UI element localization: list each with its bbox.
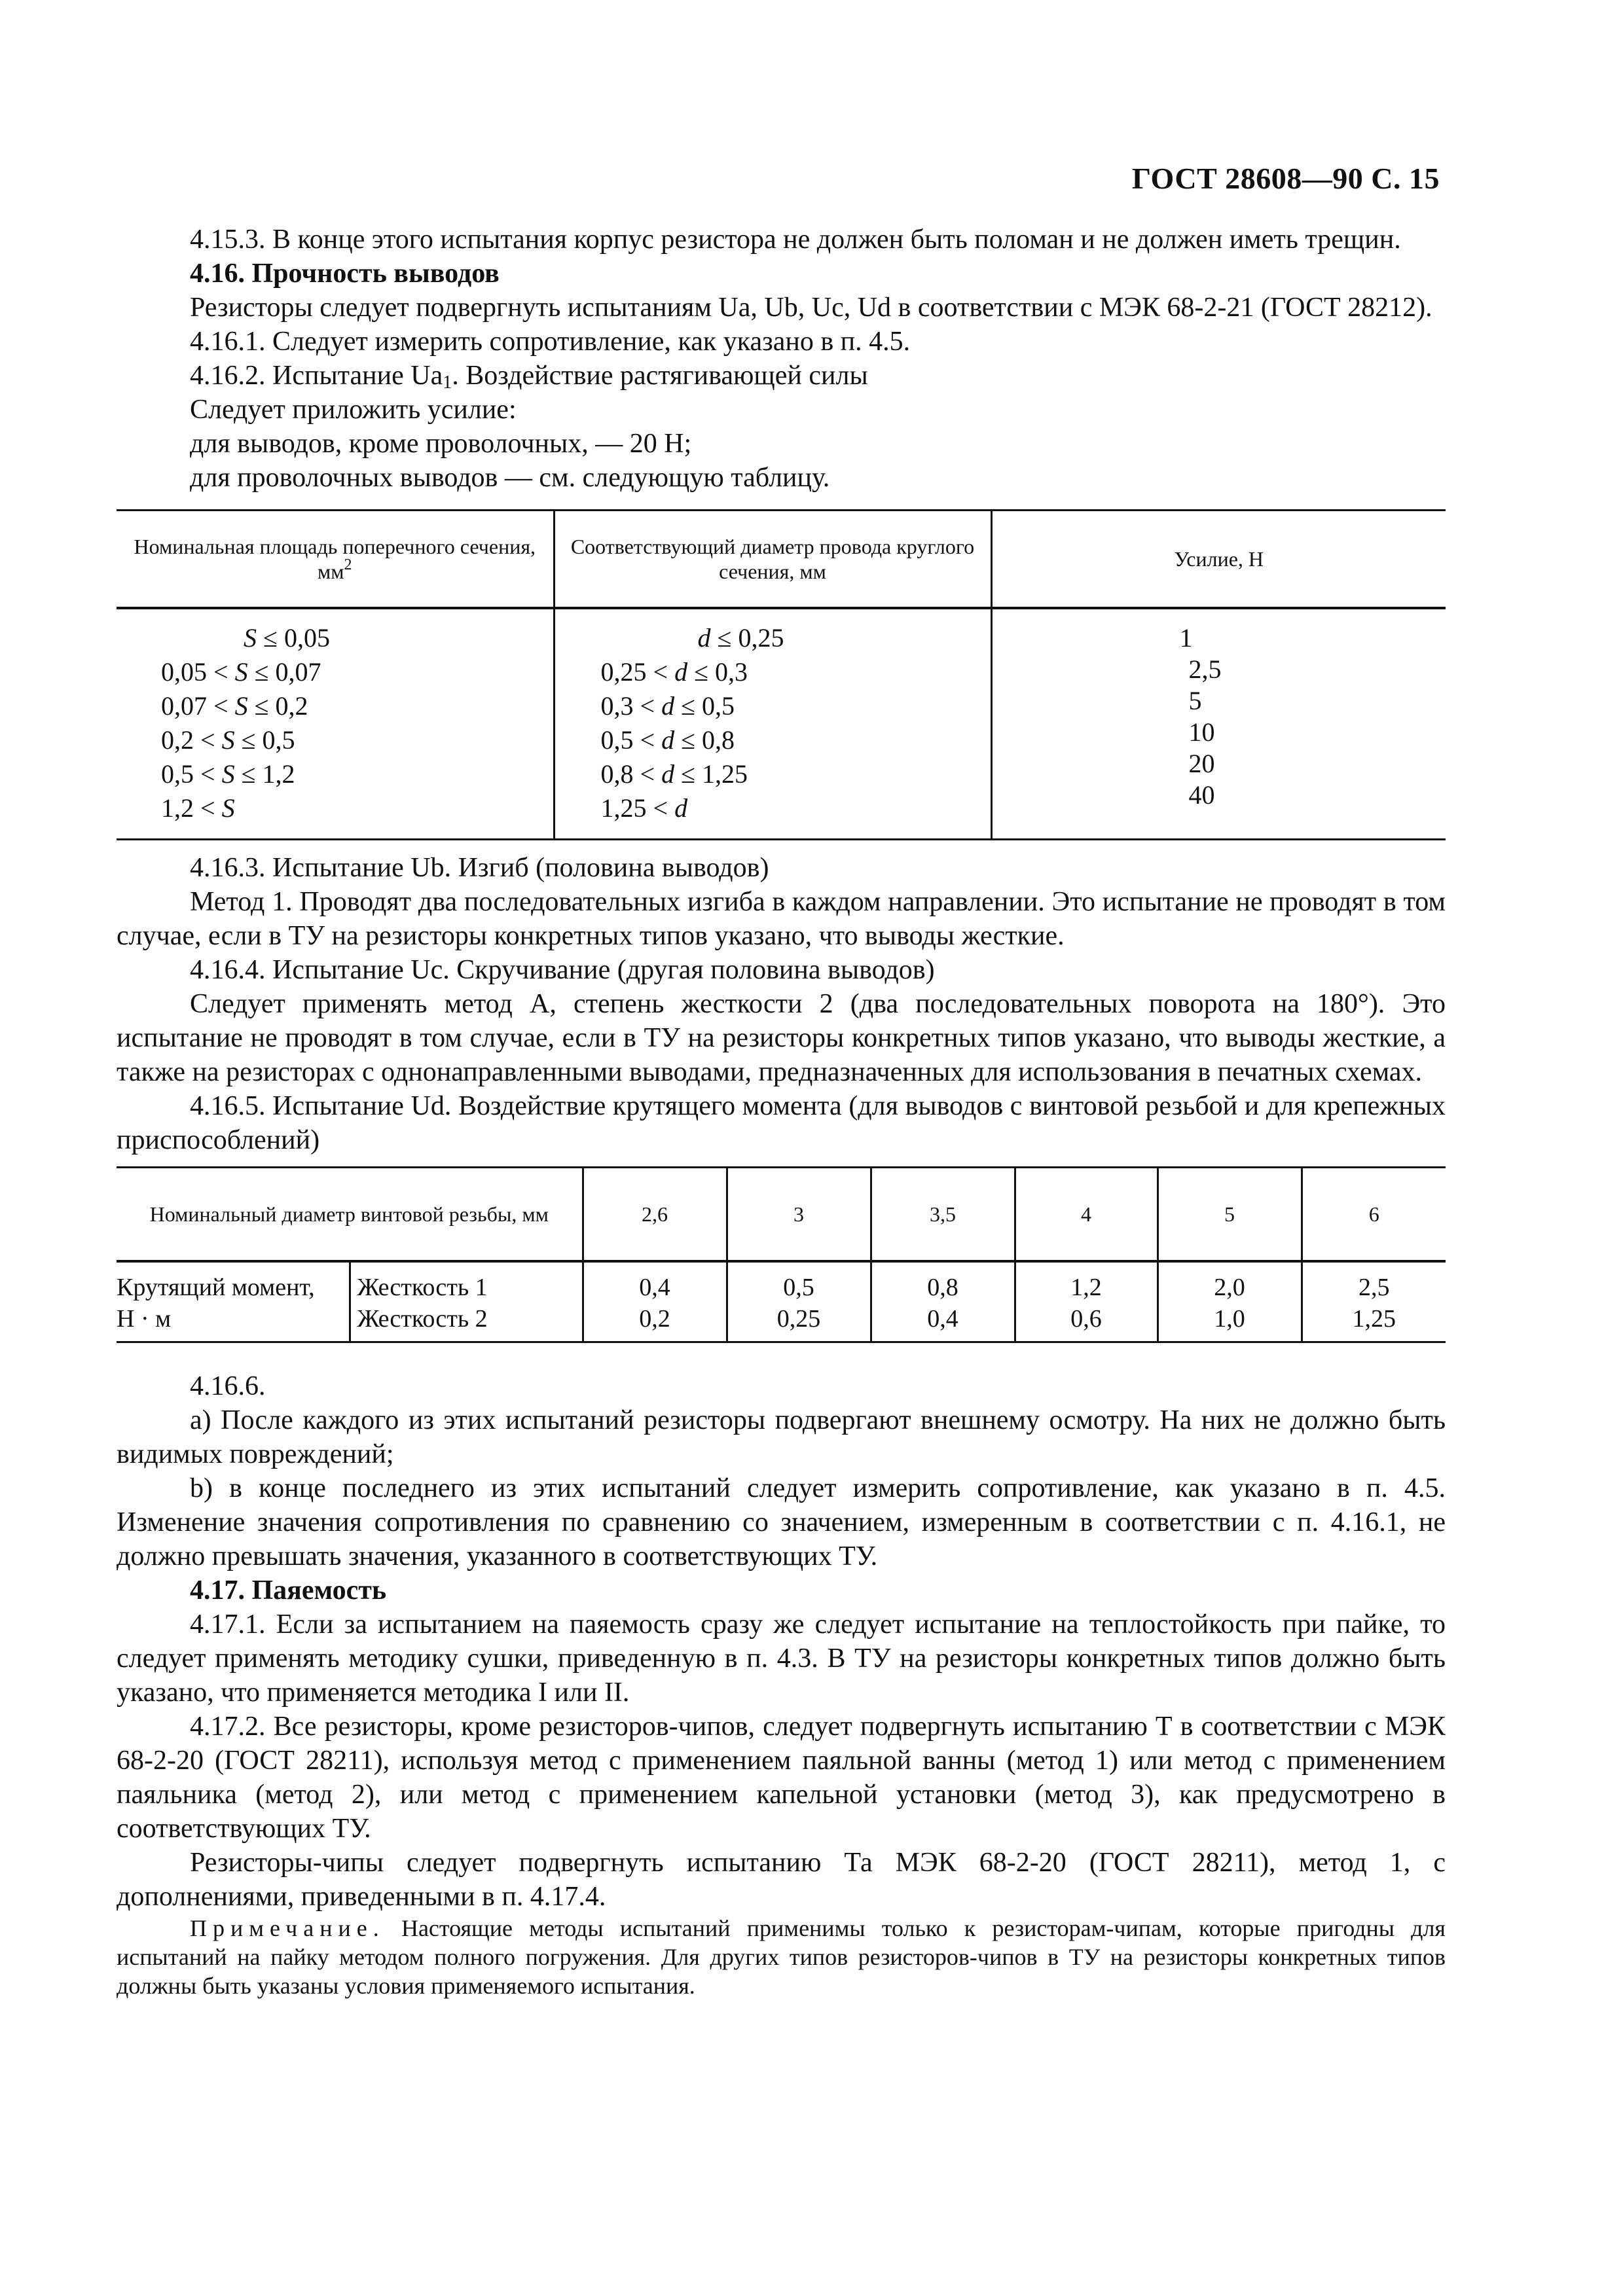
area-cell: 0,07 < S ≤ 0,2	[161, 691, 308, 721]
torque-values-cell	[1158, 1261, 1302, 1342]
p-4-16-2-subscript: 1	[443, 372, 452, 393]
paragraph-4-16-4-title: 4.16.4. Испытание Uc. Скручивание (другая половина выводов)	[190, 955, 935, 985]
force-cell: 1	[1179, 623, 1193, 653]
diameter-cell: 1,25 < d	[600, 793, 688, 823]
area-cell: 0,5 < S ≤ 1,2	[161, 759, 295, 789]
torque-values-cell	[1015, 1261, 1158, 1342]
paragraph-4-17-1: 4.17.1. Если за испытанием на паяемость сразу же следует испытание на теплостойкость при пайке, то следует применять методику сушки, приведенную в п. 4.3. В ТУ на резисторы конкретных типов должно быть указано, что применяется методика I или II.	[117, 1609, 1446, 1708]
p-4-16-2-post: . Воздействие растягивающей силы	[452, 361, 868, 391]
page-header: ГОСТ 28608—90 С. 15	[1131, 162, 1440, 195]
paragraph-4-16-6-a: а) После каждого из этих испытаний резисторы подвергают внешнему осмотру. На них не должно быть видимых повреждений;	[117, 1405, 1446, 1469]
torque-diameter-header: 6	[1302, 1168, 1446, 1262]
paragraph-4-16-3-title: 4.16.3. Испытание Ub. Изгиб (половина выводов)	[190, 853, 769, 883]
torque-values-cell	[727, 1261, 871, 1342]
paragraph-4-16-2-line3: для проволочных выводов — см. следующую таблицу.	[190, 463, 830, 493]
torque-values-cell	[583, 1261, 727, 1342]
torque-value: 0,8	[927, 1274, 958, 1301]
diameter-cell: 0,5 < d ≤ 0,8	[600, 725, 735, 755]
torque-value: 2,5	[1359, 1274, 1390, 1301]
torque-value: 0,5	[783, 1274, 814, 1301]
torque-value: 1,25	[1352, 1305, 1396, 1333]
torque-value: 1,2	[1070, 1274, 1102, 1301]
paragraph-4-16-4-text: Следует применять метод А, степень жесткости 2 (два последовательных поворота на 180°). Это испытание не проводят в том случае, если в ТУ на резисторы конкретных типов указано, что выводы жесткие, а также на резисторах с однонаправленными выводами, предназначенных для использования в печатных схемах.	[117, 989, 1446, 1087]
paragraph-4-16-5: 4.16.5. Испытание Ud. Воздействие крутящего момента (для выводов с винтовой резьбой и для крепежных приспособлений)	[117, 1091, 1446, 1155]
force-cell: 40	[1188, 780, 1215, 810]
header-area-sup: 2	[344, 556, 352, 573]
torque-value: 0,25	[776, 1305, 821, 1333]
torque-values-cell	[1302, 1261, 1446, 1342]
torque-values-cell	[871, 1261, 1015, 1342]
force-table-header-force: Усилие, Н	[991, 511, 1446, 609]
paragraph-4-16-1: 4.16.1. Следует измерить сопротивление, как указано в п. 4.5.	[190, 327, 911, 357]
torque-diameter-header: 2,6	[583, 1168, 727, 1262]
force-table-force-column	[991, 608, 1446, 840]
paragraph-4-16-3-text: Метод 1. Проводят два последовательных изгиба в каждом направлении. Это испытание не проводят в том случае, если в ТУ на резисторы конкретных типов указано, что выводы жесткие.	[117, 887, 1446, 951]
area-cell: 0,2 < S ≤ 0,5	[161, 725, 295, 755]
paragraph-4-16-2-line2: для выводов, кроме проволочных, — 20 Н;	[190, 429, 692, 459]
force-cell: 10	[1188, 717, 1215, 747]
paragraph-4-16-6-title: 4.16.6.	[190, 1371, 266, 1401]
torque-value: 1,0	[1214, 1305, 1245, 1333]
force-cell: 2,5	[1188, 655, 1222, 684]
torque-diameter-header: 4	[1015, 1168, 1158, 1262]
area-cell: 0,05 < S ≤ 0,07	[161, 657, 321, 687]
diameter-cell: 0,8 < d ≤ 1,25	[600, 759, 748, 789]
paragraph-4-16-intro: Резисторы следует подвергнуть испытаниям Ua, Ub, Uc, Ud в соответствии с МЭК 68-2-21 (ГОСТ 28212).	[190, 293, 1432, 323]
area-cell: 1,2 < S	[161, 793, 235, 823]
torque-row-label-line2: Н · м	[117, 1305, 172, 1333]
force-table	[117, 509, 1446, 840]
paragraph-4-17-2: 4.17.2. Все резисторы, кроме резисторов-чипов, следует подвергнуть испытанию Т в соответствии с МЭК 68-2-20 (ГОСТ 28211), используя метод с применением паяльной ванны (метод 1) или метод с применением паяльника (метод 2), или метод с применением капельной установки (метод 3), как предусмотрено в соответствующих ТУ.	[117, 1712, 1446, 1844]
torque-value: 2,0	[1214, 1274, 1245, 1301]
torque-diameter-header: 3	[727, 1168, 871, 1262]
torque-row-label-line1: Крутящий момент,	[117, 1274, 315, 1301]
note-text: Настоящие методы испытаний применимы только к резисторам-чипам, которые пригодны для испытаний на пайку методом полного погружения. Для других типов резисторов-чипов в ТУ на резисторы конкретных типов должны быть указаны условия применяемого испытания.	[117, 1915, 1446, 1999]
paragraph-4-16-2	[117, 359, 1446, 393]
paragraph-4-17-chips: Резисторы-чипы следует подвергнуть испытанию Та МЭК 68-2-20 (ГОСТ 28211), метод 1, с дополнениями, приведенными в п. 4.17.4.	[117, 1848, 1446, 1912]
force-cell: 5	[1188, 686, 1202, 715]
stiffness-labels	[350, 1261, 583, 1342]
force-cell: 20	[1188, 749, 1215, 778]
section-title-4-16: 4.16. Прочность выводов	[190, 259, 500, 289]
note	[117, 1914, 1446, 2000]
stiffness-1-label: Жесткость 1	[357, 1274, 488, 1301]
paragraph-4-16-2-line1: Следует приложить усилие:	[190, 395, 517, 425]
p-4-16-2-pre: 4.16.2. Испытание Ua	[190, 361, 443, 391]
area-cell: S ≤ 0,05	[244, 623, 330, 653]
note-label: Примечание.	[190, 1915, 385, 1941]
section-title-4-17: 4.17. Паяемость	[190, 1575, 387, 1605]
torque-diameter-header: 3,5	[871, 1168, 1015, 1262]
force-table-area-column	[117, 608, 554, 840]
force-table-header-area	[117, 511, 554, 609]
diameter-cell: 0,3 < d ≤ 0,5	[600, 691, 735, 721]
diameter-cell: d ≤ 0,25	[697, 623, 784, 653]
torque-table	[117, 1166, 1446, 1343]
force-table-header-diameter: Соответствующий диаметр провода круглого сечения, мм	[554, 511, 991, 609]
torque-diameter-header: 5	[1158, 1168, 1302, 1262]
paragraph-4-16-6-b: b) в конце последнего из этих испытаний следует измерить сопротивление, как указано в п. 4.5. Изменение значения сопротивления по сравнению со значением, измеренным в соответствии с п. 4.16.1, не должно превышать значения, указанного в соответствующих ТУ.	[117, 1473, 1446, 1571]
stiffness-2-label: Жесткость 2	[357, 1305, 488, 1333]
torque-value: 0,4	[927, 1305, 958, 1333]
torque-value: 0,4	[639, 1274, 670, 1301]
diameter-cell: 0,25 < d ≤ 0,3	[600, 657, 748, 687]
header-area-label: Номинальная площадь поперечного сечения, мм	[134, 535, 536, 583]
document-body	[117, 223, 1446, 2000]
force-table-diameter-column	[554, 608, 991, 840]
torque-row-label	[117, 1261, 350, 1342]
paragraph-4-15-3: 4.15.3. В конце этого испытания корпус резистора не должен быть поломан и не должен иметь трещин.	[190, 224, 1401, 255]
torque-value: 0,6	[1070, 1305, 1102, 1333]
torque-value: 0,2	[639, 1305, 670, 1333]
torque-table-header-label: Номинальный диаметр винтовой резьбы, мм	[117, 1168, 583, 1262]
